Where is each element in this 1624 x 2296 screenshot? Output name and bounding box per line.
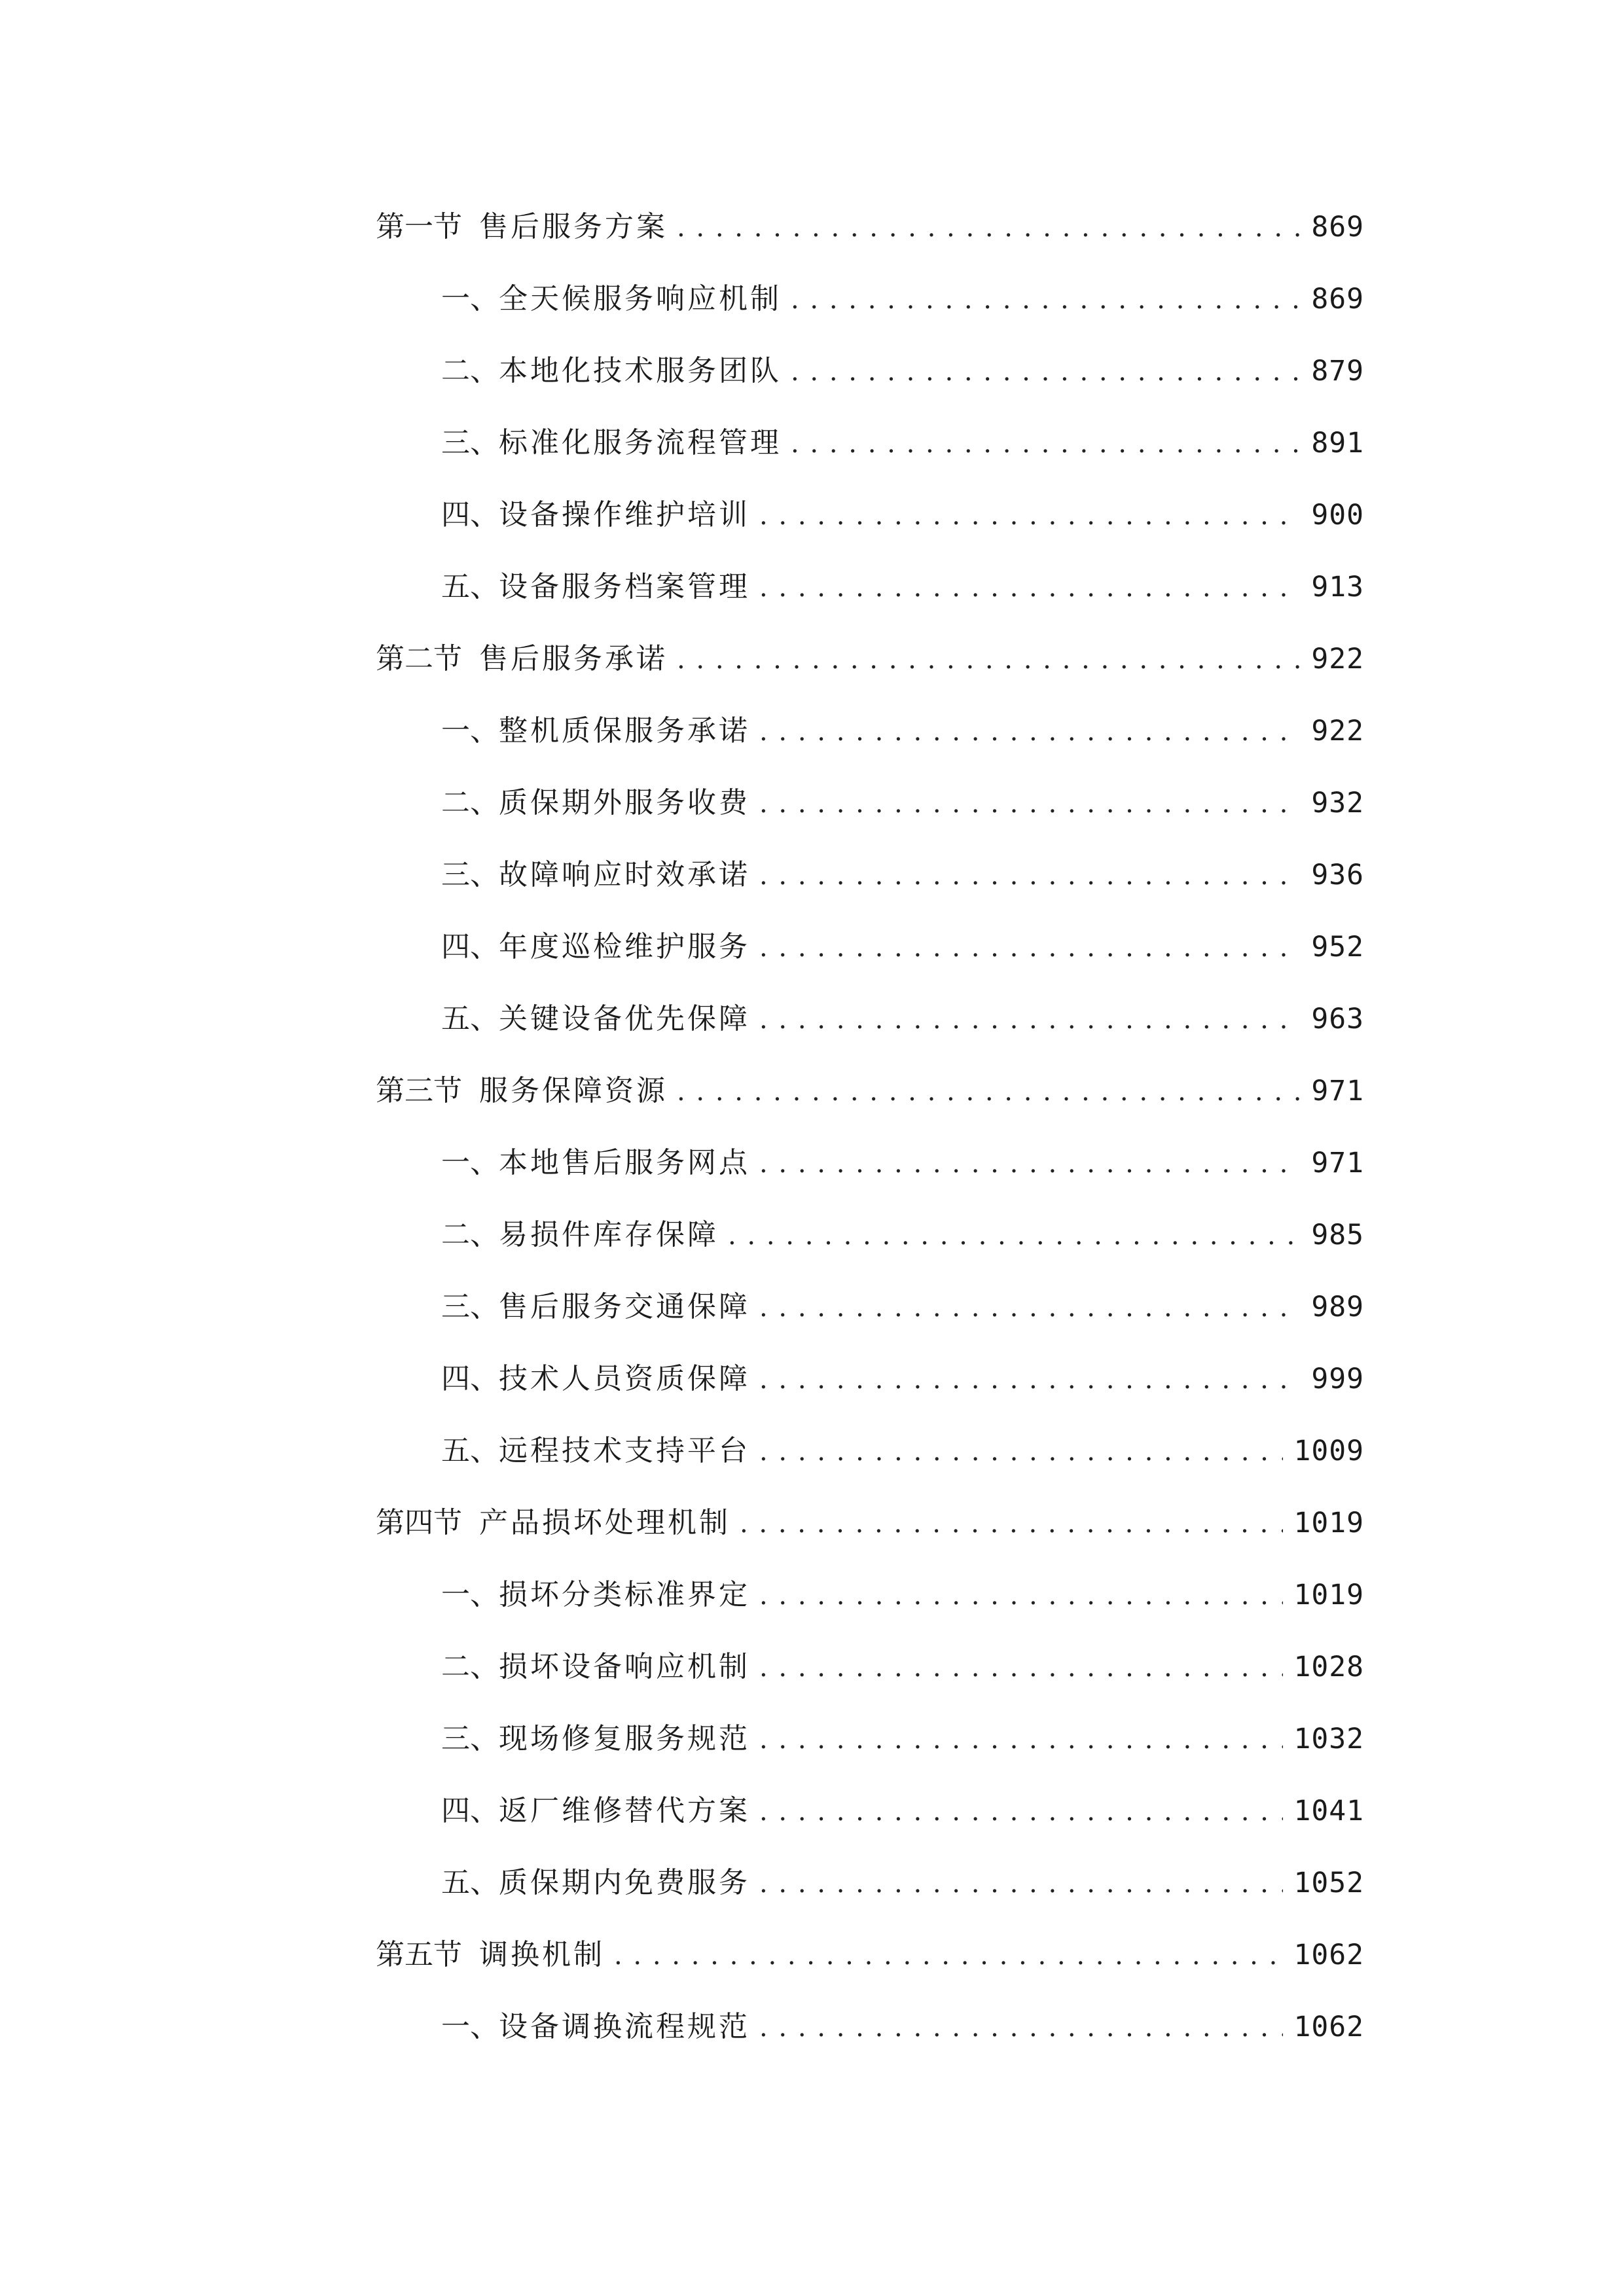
toc-entry-number: 五、	[441, 570, 499, 603]
toc-entry[interactable]	[376, 1055, 1364, 1127]
toc-entry[interactable]	[376, 1487, 1364, 1559]
dot-leader	[791, 408, 1301, 480]
toc-entry-page: 1062	[1293, 2011, 1364, 2043]
toc-entry-number: 一、	[441, 282, 499, 315]
toc-entry-page: 1009	[1293, 1435, 1364, 1467]
table-of-contents	[376, 191, 1364, 2063]
dot-leader	[759, 840, 1301, 912]
toc-entry-page: 879	[1311, 355, 1364, 387]
toc-entry-title: 损坏分类标准界定	[499, 1578, 750, 1611]
toc-entry-number: 一、	[441, 2010, 499, 2043]
toc-entry-page: 936	[1311, 859, 1364, 891]
toc-entry[interactable]	[376, 1127, 1364, 1199]
toc-entry-title: 本地化技术服务团队	[499, 354, 782, 387]
toc-entry-title: 关键设备优先保障	[499, 1002, 750, 1035]
toc-entry-number: 三、	[441, 1722, 499, 1755]
toc-entry[interactable]	[376, 407, 1364, 479]
toc-entry-number: 第三节	[376, 1074, 462, 1107]
toc-entry-number: 四、	[441, 1794, 499, 1827]
dot-leader	[759, 1776, 1283, 1848]
dot-leader	[791, 336, 1301, 408]
toc-entry-title: 标准化服务流程管理	[499, 426, 782, 459]
toc-entry-title: 本地售后服务网点	[499, 1146, 750, 1179]
toc-entry-title: 质保期内免费服务	[499, 1866, 750, 1899]
toc-entry-number: 五、	[441, 1434, 499, 1467]
toc-entry-title: 远程技术支持平台	[499, 1434, 750, 1467]
toc-entry-number: 二、	[441, 1218, 499, 1251]
toc-entry-number: 一、	[441, 1578, 499, 1611]
toc-entry-title: 售后服务承诺	[479, 642, 668, 675]
toc-entry[interactable]	[376, 695, 1364, 767]
toc-entry-title: 整机质保服务承诺	[499, 714, 750, 747]
toc-entry-page: 999	[1311, 1363, 1364, 1395]
toc-entry-number: 一、	[441, 714, 499, 747]
toc-entry[interactable]	[376, 1991, 1364, 2063]
toc-entry-page: 952	[1311, 931, 1364, 963]
toc-entry-page: 1052	[1293, 1867, 1364, 1899]
dot-leader	[759, 552, 1301, 624]
toc-entry-page: 1019	[1293, 1507, 1364, 1539]
dot-leader	[677, 192, 1301, 264]
toc-entry-page: 922	[1311, 715, 1364, 747]
dot-leader	[759, 1992, 1283, 2064]
toc-entry-number: 二、	[441, 786, 499, 819]
dot-leader	[759, 912, 1301, 984]
toc-entry-title: 年度巡检维护服务	[499, 930, 750, 963]
toc-entry-title: 返厂维修替代方案	[499, 1794, 750, 1827]
dot-leader	[759, 1416, 1283, 1488]
toc-entry-number: 四、	[441, 930, 499, 963]
toc-entry-page: 900	[1311, 499, 1364, 531]
toc-entry-title: 售后服务方案	[479, 210, 668, 243]
toc-entry-page: 869	[1311, 211, 1364, 243]
toc-entry-title: 质保期外服务收费	[499, 786, 750, 819]
toc-entry[interactable]	[376, 1847, 1364, 1919]
toc-entry-number: 四、	[441, 498, 499, 531]
toc-entry-number: 三、	[441, 426, 499, 459]
toc-entry-title: 损坏设备响应机制	[499, 1650, 750, 1683]
toc-entry-page: 922	[1311, 643, 1364, 675]
dot-leader	[759, 1560, 1283, 1632]
toc-entry-number: 第二节	[376, 642, 462, 675]
toc-entry-number: 五、	[441, 1866, 499, 1899]
toc-entry-title: 易损件库存保障	[499, 1218, 719, 1251]
toc-entry[interactable]	[376, 479, 1364, 551]
toc-entry-page: 932	[1311, 787, 1364, 819]
toc-entry-page: 1041	[1293, 1795, 1364, 1827]
toc-entry[interactable]	[376, 1415, 1364, 1487]
toc-entry-title: 全天候服务响应机制	[499, 282, 782, 315]
toc-entry[interactable]	[376, 1919, 1364, 1991]
toc-entry[interactable]	[376, 911, 1364, 983]
toc-entry-number: 二、	[441, 354, 499, 387]
toc-entry-title: 故障响应时效承诺	[499, 858, 750, 891]
toc-entry-page: 971	[1311, 1147, 1364, 1179]
toc-entry-page: 913	[1311, 571, 1364, 603]
toc-entry-title: 设备操作维护培训	[499, 498, 750, 531]
toc-entry[interactable]	[376, 1703, 1364, 1775]
dot-leader	[759, 480, 1301, 552]
dot-leader	[759, 1848, 1283, 1920]
toc-entry-number: 一、	[441, 1146, 499, 1179]
toc-entry-page: 989	[1311, 1291, 1364, 1323]
toc-entry-title: 调换机制	[479, 1938, 605, 1971]
toc-entry-number: 三、	[441, 858, 499, 891]
toc-entry-number: 五、	[441, 1002, 499, 1035]
toc-entry[interactable]	[376, 1271, 1364, 1343]
toc-entry-page: 1032	[1293, 1723, 1364, 1755]
toc-entry-number: 二、	[441, 1650, 499, 1683]
dot-leader	[759, 1344, 1301, 1416]
toc-entry-title: 服务保障资源	[479, 1074, 668, 1107]
toc-entry[interactable]	[376, 1631, 1364, 1703]
toc-entry[interactable]	[376, 983, 1364, 1055]
dot-leader	[740, 1488, 1283, 1560]
dot-leader	[759, 1632, 1283, 1704]
toc-entry[interactable]	[376, 263, 1364, 335]
toc-entry-title: 产品损坏处理机制	[479, 1506, 731, 1539]
toc-entry-title: 设备调换流程规范	[499, 2010, 750, 2043]
toc-entry[interactable]	[376, 335, 1364, 407]
dot-leader	[759, 1704, 1283, 1776]
toc-entry-number: 三、	[441, 1290, 499, 1323]
toc-entry-title: 设备服务档案管理	[499, 570, 750, 603]
toc-entry-page: 891	[1311, 427, 1364, 459]
toc-entry-number: 第四节	[376, 1506, 462, 1539]
toc-entry[interactable]	[376, 623, 1364, 695]
toc-entry-page: 971	[1311, 1075, 1364, 1107]
toc-entry-number: 第一节	[376, 210, 462, 243]
toc-entry[interactable]	[376, 839, 1364, 911]
toc-entry[interactable]	[376, 191, 1364, 263]
dot-leader	[759, 1272, 1301, 1344]
dot-leader	[614, 1920, 1283, 1992]
toc-entry[interactable]	[376, 1343, 1364, 1415]
dot-leader	[759, 1128, 1301, 1200]
dot-leader	[759, 984, 1301, 1056]
toc-entry-page: 985	[1311, 1219, 1364, 1251]
dot-leader	[677, 624, 1301, 696]
dot-leader	[759, 768, 1301, 840]
toc-entry[interactable]	[376, 1199, 1364, 1271]
toc-entry-title: 技术人员资质保障	[499, 1362, 750, 1395]
toc-entry[interactable]	[376, 767, 1364, 839]
dot-leader	[791, 264, 1301, 336]
toc-entry[interactable]	[376, 1775, 1364, 1847]
toc-entry-page: 1019	[1293, 1579, 1364, 1611]
dot-leader	[759, 696, 1301, 768]
toc-entry-page: 963	[1311, 1003, 1364, 1035]
toc-entry[interactable]	[376, 1559, 1364, 1631]
toc-entry-page: 1062	[1293, 1939, 1364, 1971]
toc-entry-title: 售后服务交通保障	[499, 1290, 750, 1323]
dot-leader	[728, 1200, 1301, 1272]
toc-entry[interactable]	[376, 551, 1364, 623]
toc-entry-title: 现场修复服务规范	[499, 1722, 750, 1755]
toc-entry-page: 1028	[1293, 1651, 1364, 1683]
toc-entry-number: 四、	[441, 1362, 499, 1395]
toc-entry-page: 869	[1311, 283, 1364, 315]
dot-leader	[677, 1056, 1301, 1128]
toc-entry-number: 第五节	[376, 1938, 462, 1971]
